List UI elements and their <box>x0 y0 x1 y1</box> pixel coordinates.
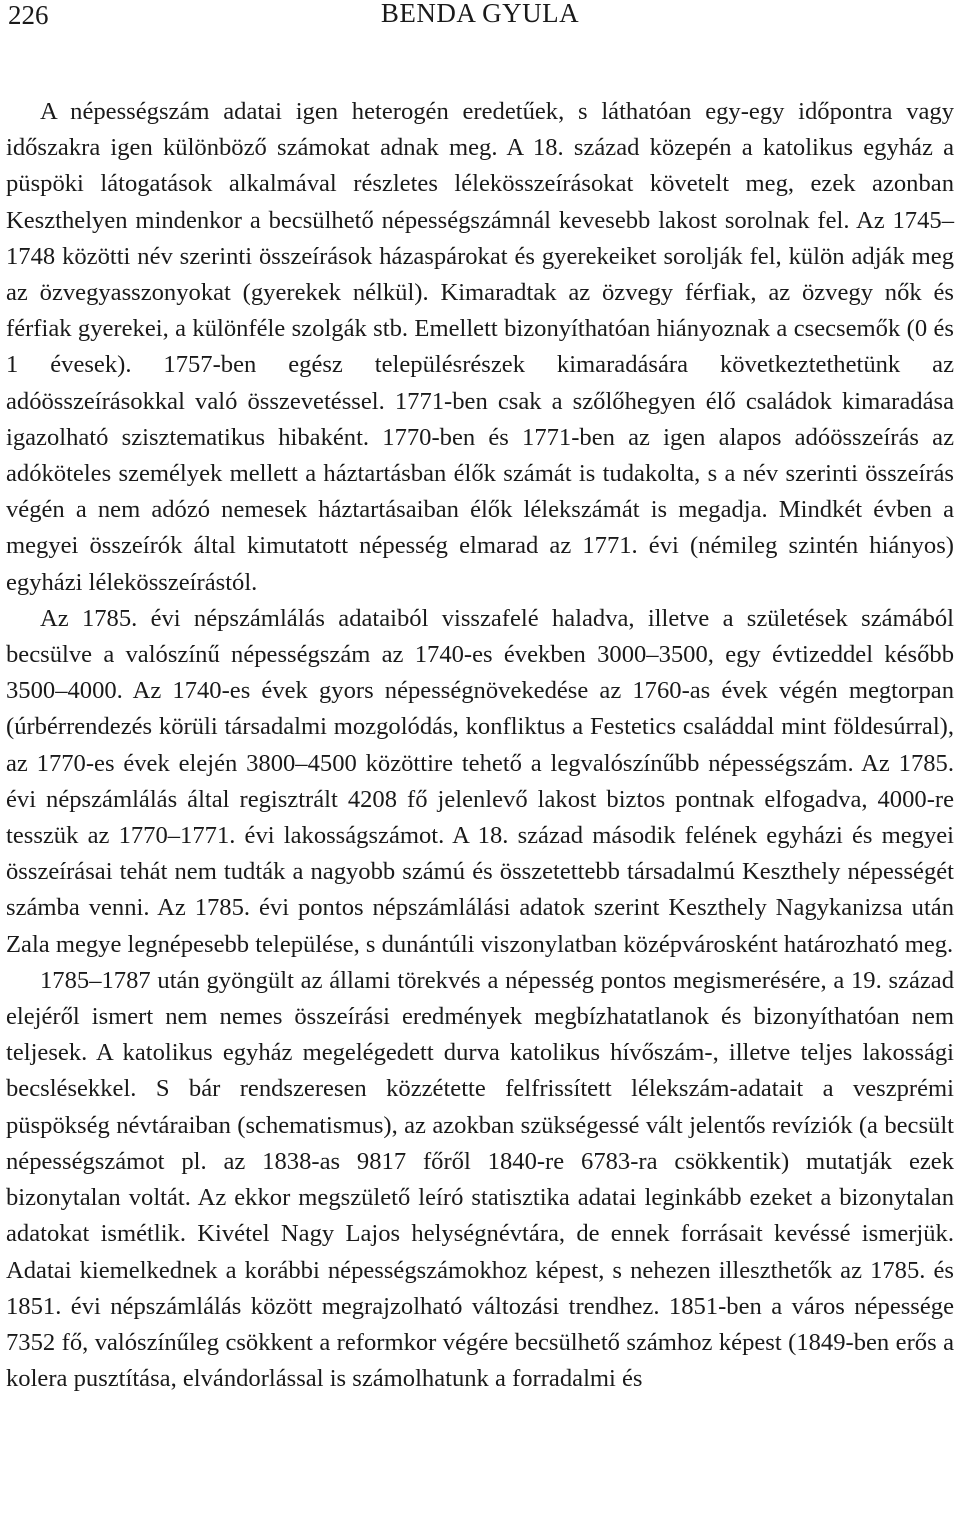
body-text <box>6 94 954 1397</box>
paragraph-1: A népességszám adatai igen heterogén eredetűek, s láthatóan egy-egy időpontra vagy időszakra igen különböző számokat adnak meg. A 18. század közepén a katolikus egyház a püspöki látogatások alkalmával részletes lélekösszeírásokat követelt meg, ezek azonban Keszthelyen mindenkor a becsülhető népességszámnál kevesebb lakost sorolnak fel. Az 1745–1748 közötti név szerinti összeírások házaspárokat és gyerekeiket sorolják fel, külön adják meg az özvegyasszonyokat (gyerekek nélkül). Kimaradtak az özvegy férfiak, az özvegy nők és férfiak gyerekei, a különféle szolgák stb. Emellett bizonyíthatóan hiányoznak a csecsemők (0 és 1 évesek). 1757-ben egész településrészek kimaradására következtethetünk az adóösszeírásokkal való összevetéssel. 1771-ben csak a szőlőhegyen élő családok kimaradása igazolható szisztematikus hibaként. 1770-ben és 1771-ben az igen alapos adóösszeírás az adóköteles személyek mellett a háztartásban élők számát is tudakolta, s a név szerinti összeírás végén a nem adózó nemesek háztartásaiban élők lélekszámát is megadja. Mindkét évben a megyei összeírók által kimutatott népesség elmarad az 1771. évi (némileg szintén hiányos) egyházi lélekösszeírástól. <box>6 98 954 596</box>
running-header <box>6 0 954 36</box>
running-title: BENDA GYULA <box>380 0 580 28</box>
page-number: 226 <box>8 0 49 30</box>
paragraph-2: Az 1785. évi népszámlálás adataiból visszafelé haladva, illetve a születések számából becsülve a valószínű népességszám az 1740-es években 3000–3500, egy évtizeddel később 3500–4000. Az 1740-es évek gyors népességnövekedése az 1760-as évek végén megtorpan (úrbérrendezés körüli társadalmi mozgolódás, konfliktus a Festetics családdal mint földesúrral), az 1770-es évek elején 3800–4500 közöttire tehető a legvalószínűbb népességszám. Az 1785. évi népszámlálás által regisztrált 4208 fő jelenlevő lakost biztos pontnak elfogadva, 4000-re tesszük az 1770–1771. évi lakosságszámot. A 18. század második felének egyházi és megyei összeírásai tehát nem tudták a nagyobb számú és összetettebb társadalmú Keszthely népességét számba venni. Az 1785. évi pontos népszámlálási adatok szerint Keszthely Nagykanizsa után Zala megye legnépesebb települése, s dunántúli viszonylatban középvárosként határozható meg. <box>6 604 954 958</box>
paragraph-3: 1785–1787 után gyöngült az állami törekvés a népesség pontos megismerésére, a 19. század elejéről ismert nem nemes összeírási eredmények megbízhatatlanok és bizonyíthatóan nem teljesek. A katolikus egyház megelégedett durva katolikus hívőszám-, illetve teljes lakossági becslésekkel. S bár rendszeresen közzétette felfrissített lélekszám-adatait a veszprémi püspökség névtáraiban (schematismus), az azokban szükségessé vált jelentős revíziók (a becsült népességszámot pl. az 1838-as 9817 főről 1840-re 6783-ra csökkentik) mutatják ezek bizonytalan voltát. Az ekkor megszülető leíró statisztika adatai leginkább ezeket a bizonytalan adatokat ismétlik. Kivétel Nagy Lajos helységnévtára, de ennek forrásait kevéssé ismerjük. Adatai kiemelkednek a korábbi népességszámokhoz képest, s nehezen illeszthetők az 1785. és 1851. évi népszámlálás között megrajzolható változási trendhez. 1851-ben a város népessége 7352 fő, valószínűleg csökkent a reformkor végére becsülhető számhoz képest (1849-ben erős a kolera pusztítása, elvándorlással is számolhatunk a forradalmi és <box>6 966 954 1393</box>
